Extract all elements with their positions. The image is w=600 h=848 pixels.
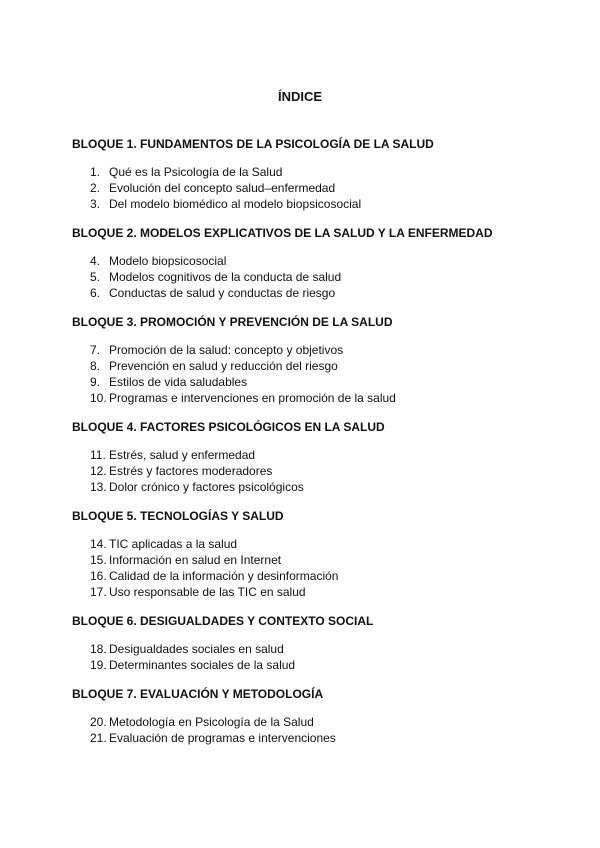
toc-item bbox=[72, 536, 572, 552]
toc-item-number: 21. bbox=[90, 731, 107, 745]
toc-item bbox=[72, 730, 572, 746]
toc-item-number: 16. bbox=[90, 569, 107, 583]
toc-item-text: Evaluación de programas e intervenciones bbox=[109, 731, 336, 745]
toc-item-number: 8. bbox=[90, 359, 101, 373]
toc-item-number: 18. bbox=[90, 642, 107, 656]
toc-item-number: 6. bbox=[90, 286, 101, 300]
block-heading: BLOQUE 2. MODELOS EXPLICATIVOS DE LA SALUD Y LA ENFERMEDAD bbox=[72, 226, 493, 240]
toc-item bbox=[72, 657, 572, 673]
toc-item bbox=[72, 374, 572, 390]
block-heading: BLOQUE 5. TECNOLOGÍAS Y SALUD bbox=[72, 509, 284, 523]
toc-item-list bbox=[72, 164, 572, 212]
toc-item bbox=[72, 390, 572, 406]
toc-item-number: 9. bbox=[90, 375, 101, 389]
toc-item-text: Modelo biopsicosocial bbox=[109, 254, 227, 268]
table-of-contents bbox=[72, 137, 572, 760]
toc-item-text: Conductas de salud y conductas de riesgo bbox=[109, 286, 336, 300]
toc-item-number: 4. bbox=[90, 254, 101, 268]
toc-item-text: Estrés, salud y enfermedad bbox=[109, 448, 256, 462]
toc-item-number: 7. bbox=[90, 343, 101, 357]
toc-item-text: Promoción de la salud: concepto y objetivos bbox=[109, 343, 344, 357]
toc-block bbox=[72, 687, 572, 746]
toc-block bbox=[72, 420, 572, 495]
toc-block bbox=[72, 614, 572, 673]
toc-item bbox=[72, 180, 572, 196]
toc-item-text: Calidad de la información y desinformación bbox=[109, 569, 339, 583]
toc-item-number: 1. bbox=[90, 165, 101, 179]
toc-block bbox=[72, 315, 572, 406]
toc-item-number: 20. bbox=[90, 715, 107, 729]
toc-item bbox=[72, 463, 572, 479]
toc-item-text: Evolución del concepto salud–enfermedad bbox=[109, 181, 336, 195]
toc-item-list bbox=[72, 536, 572, 600]
toc-item-text: Programas e intervenciones en promoción de la salud bbox=[109, 391, 396, 405]
toc-block bbox=[72, 137, 572, 212]
toc-item-text: Dolor crónico y factores psicológicos bbox=[109, 480, 304, 494]
toc-item bbox=[72, 358, 572, 374]
toc-item bbox=[72, 552, 572, 568]
toc-item-number: 5. bbox=[90, 270, 101, 284]
toc-item-list bbox=[72, 714, 572, 746]
toc-item-number: 10. bbox=[90, 391, 107, 405]
toc-item-number: 19. bbox=[90, 658, 107, 672]
toc-item bbox=[72, 568, 572, 584]
toc-item-text: Metodología en Psicología de la Salud bbox=[109, 715, 314, 729]
toc-item-number: 3. bbox=[90, 197, 101, 211]
toc-block bbox=[72, 226, 572, 301]
block-heading: BLOQUE 3. PROMOCIÓN Y PREVENCIÓN DE LA SALUD bbox=[72, 315, 393, 329]
toc-item-list bbox=[72, 253, 572, 301]
toc-item-list bbox=[72, 342, 572, 406]
toc-item bbox=[72, 269, 572, 285]
toc-item-text: TIC aplicadas a la salud bbox=[109, 537, 238, 551]
toc-item-number: 11. bbox=[90, 448, 106, 462]
toc-item bbox=[72, 342, 572, 358]
toc-item-text: Uso responsable de las TIC en salud bbox=[109, 585, 306, 599]
toc-item-list bbox=[72, 641, 572, 673]
toc-block bbox=[72, 509, 572, 600]
toc-item-text: Determinantes sociales de la salud bbox=[109, 658, 296, 672]
toc-item bbox=[72, 285, 572, 301]
block-heading: BLOQUE 1. FUNDAMENTOS DE LA PSICOLOGÍA DE LA SALUD bbox=[72, 137, 434, 151]
toc-item-text: Del modelo biomédico al modelo biopsicosocial bbox=[109, 197, 362, 211]
page-title: ÍNDICE bbox=[277, 89, 323, 104]
toc-item-text: Estilos de vida saludables bbox=[109, 375, 248, 389]
toc-item-text: Estrés y factores moderadores bbox=[109, 464, 273, 478]
toc-item bbox=[72, 479, 572, 495]
toc-item-text: Prevención en salud y reducción del riesgo bbox=[109, 359, 338, 373]
toc-item-number: 12. bbox=[90, 464, 107, 478]
toc-item-number: 14. bbox=[90, 537, 107, 551]
toc-item-text: Qué es la Psicología de la Salud bbox=[109, 165, 283, 179]
toc-item bbox=[72, 447, 572, 463]
block-heading: BLOQUE 7. EVALUACIÓN Y METODOLOGÍA bbox=[72, 687, 324, 701]
toc-item-number: 2. bbox=[90, 181, 101, 195]
toc-item-text: Desigualdades sociales en salud bbox=[109, 642, 284, 656]
toc-item-text: Información en salud en Internet bbox=[109, 553, 282, 567]
toc-item-number: 15. bbox=[90, 553, 107, 567]
toc-item bbox=[72, 196, 572, 212]
toc-item bbox=[72, 164, 572, 180]
toc-item-text: Modelos cognitivos de la conducta de salud bbox=[109, 270, 342, 284]
toc-item bbox=[72, 584, 572, 600]
toc-item bbox=[72, 714, 572, 730]
toc-item-number: 13. bbox=[90, 480, 107, 494]
block-heading: BLOQUE 6. DESIGUALDADES Y CONTEXTO SOCIAL bbox=[72, 614, 374, 628]
toc-item-number: 17. bbox=[90, 585, 107, 599]
toc-item bbox=[72, 641, 572, 657]
toc-item bbox=[72, 253, 572, 269]
toc-item-list bbox=[72, 447, 572, 495]
block-heading: BLOQUE 4. FACTORES PSICOLÓGICOS EN LA SALUD bbox=[72, 420, 385, 434]
